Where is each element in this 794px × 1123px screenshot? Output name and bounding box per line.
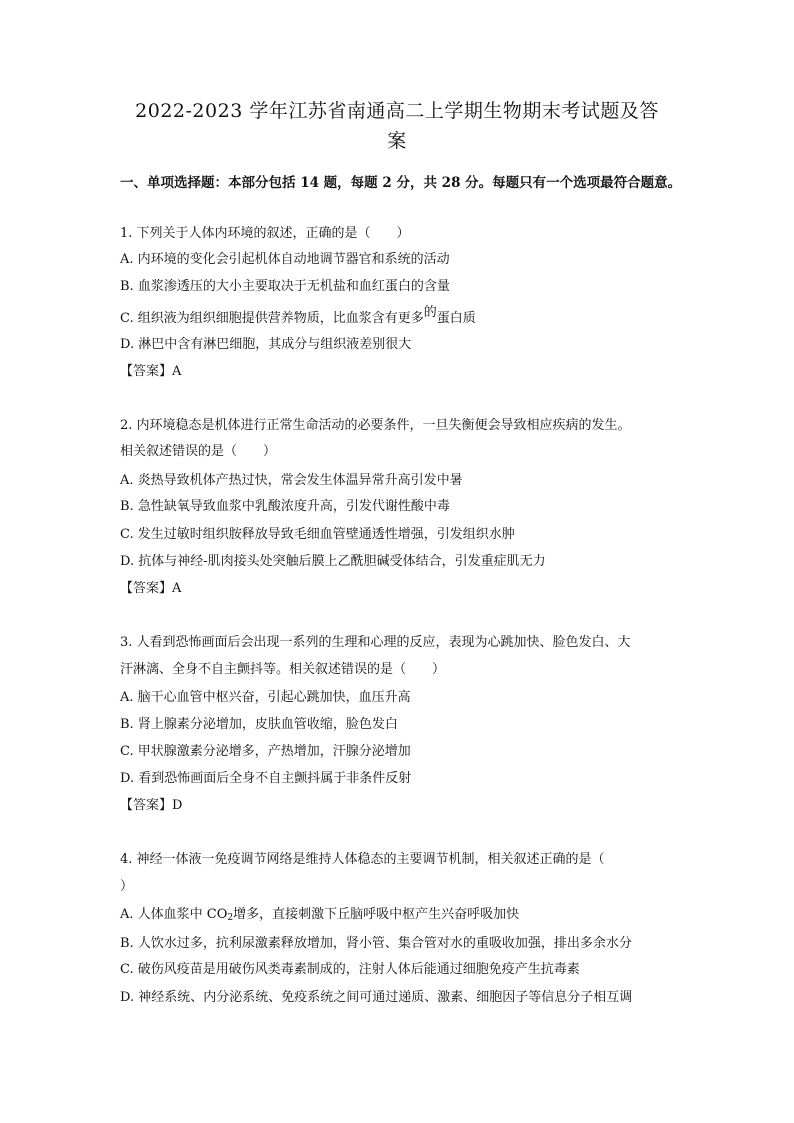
option-c-raised-char: 的 bbox=[423, 305, 437, 320]
question-2-option-c: C. 发生过敏时组织胺释放导致毛细血管壁通透性增强，引发组织水肿 bbox=[120, 527, 515, 542]
question-3-option-b: B. 肾上腺素分泌增加，皮肤血管收缩，脸色发白 bbox=[120, 717, 398, 732]
title-line-1: 2022-2023 学年江苏省南通高二上学期生物期末考试题及答 bbox=[135, 100, 659, 122]
question-1-option-c bbox=[120, 305, 476, 328]
question-2-option-b: B. 急性缺氧导致血浆中乳酸浓度升高，引发代谢性酸中毒 bbox=[120, 499, 450, 514]
question-3-answer: 【答案】D bbox=[120, 798, 183, 813]
co2-subscript: 2 bbox=[227, 913, 234, 923]
question-2-stem-line-1: 2. 内环境稳态是机体进行正常生命活动的必要条件，一旦失衡便会导致相应疾病的发生。 bbox=[120, 418, 631, 433]
question-4-stem-line-2: ） bbox=[120, 879, 134, 894]
question-4-option-c: C. 破伤风疫苗是用破伤风类毒素制成的，注射人体后能通过细胞免疫产生抗毒素 bbox=[120, 962, 580, 977]
question-3-option-c: C. 甲状腺激素分泌增多，产热增加，汗腺分泌增加 bbox=[120, 744, 411, 759]
option-c-tail: 蛋白质 bbox=[436, 311, 476, 326]
question-3-stem-line-1: 3. 人看到恐怖画面后会出现一系列的生理和心理的反应，表现为心跳加快、脸色发白、大 bbox=[120, 635, 631, 650]
question-1-answer: 【答案】A bbox=[120, 364, 182, 379]
question-4-option-d: D. 神经系统、内分泌系统、免疫系统之间可通过递质、激素、细胞因子等信息分子相互调 bbox=[120, 990, 633, 1005]
question-2-option-d: D. 抗体与神经-肌肉接头处突触后膜上乙酰胆碱受体结合，引发重症肌无力 bbox=[120, 554, 546, 569]
question-4-option-b: B. 人饮水过多，抗利尿激素释放增加，肾小管、集合管对水的重吸收加强，排出多余水分 bbox=[120, 936, 632, 951]
question-1-stem: 1. 下列关于人体内环境的叙述，正确的是（ ） bbox=[120, 226, 410, 241]
section-heading: 一、单项选择题：本部分包括 14 题，每题 2 分，共 28 分。每题只有一个选项最符合题意。 bbox=[120, 175, 682, 191]
question-4-stem-line-1: 4. 神经一体液一免疫调节网络是维持人体稳态的主要调节机制，相关叙述正确的是（ bbox=[120, 852, 605, 867]
question-3-option-a: A. 脑干心血管中枢兴奋，引起心跳加快，血压升高 bbox=[120, 690, 411, 705]
title-line-2: 案 bbox=[387, 130, 407, 152]
question-3-stem-line-2: 汗淋漓、全身不自主颤抖等。相关叙述错误的是（ ） bbox=[120, 662, 446, 677]
question-1-option-d: D. 淋巴中含有淋巴细胞，其成分与组织液差别很大 bbox=[120, 337, 412, 352]
document-title bbox=[100, 96, 694, 156]
question-3-option-d: D. 看到恐怖画面后全身不自主颤抖属于非条件反射 bbox=[120, 771, 412, 786]
question-1-option-a: A. 内环境的变化会引起机体自动地调节器官和系统的活动 bbox=[120, 252, 450, 267]
option-c-text: C. 组织液为组织细胞提供营养物质，比血浆含有更多 bbox=[120, 311, 424, 326]
question-1-option-b: B. 血浆渗透压的大小主要取决于无机盐和血红蛋白的含量 bbox=[120, 279, 450, 294]
question-2-option-a: A. 炎热导致机体产热过快，常会发生体温异常升高引发中暑 bbox=[120, 473, 463, 488]
question-4-option-a bbox=[120, 906, 519, 927]
option-a-text: A. 人体血浆中 CO bbox=[120, 907, 228, 922]
question-2-stem-line-2: 相关叙述错误的是（ ） bbox=[120, 444, 277, 459]
question-2-answer: 【答案】A bbox=[120, 581, 182, 596]
option-a-tail: 增多，直接刺激下丘脑呼吸中枢产生兴奋呼吸加快 bbox=[233, 907, 520, 922]
